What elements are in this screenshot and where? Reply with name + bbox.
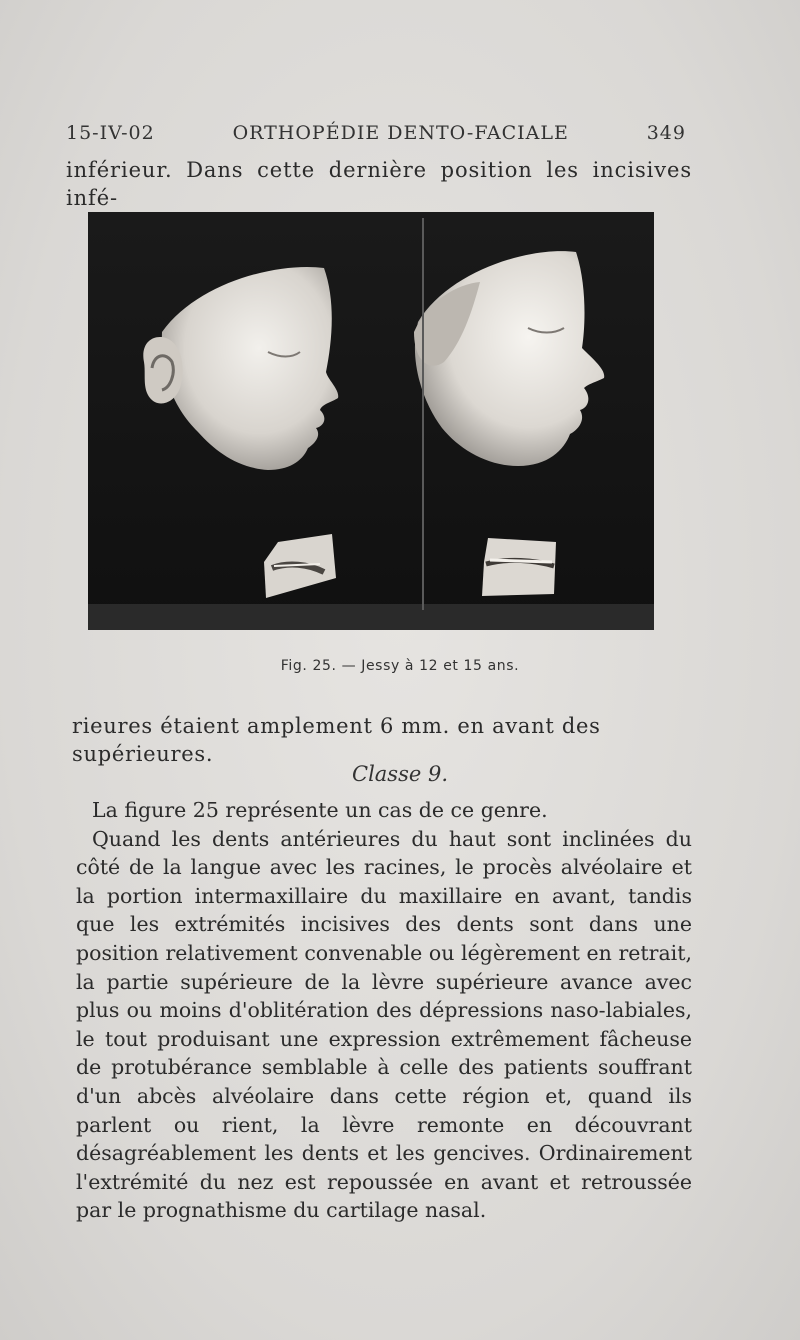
figure-photograph — [88, 212, 654, 630]
plaster-casts-photo — [88, 212, 654, 630]
figure-caption: Fig. 25. — Jessy à 12 et 15 ans. — [280, 658, 520, 674]
text-after-figure: rieures étaient amplement 6 mm. en avant des supérieures. — [72, 714, 601, 766]
date-code: 15-IV-02 — [66, 122, 155, 144]
running-header — [66, 122, 686, 144]
photo-divider — [422, 218, 424, 610]
paragraph-2: Quand les dents antérieures du haut sont inclinées du côté de la langue avec les racines, le procès alvéolaire et la portion intermaxillaire du maxillaire en avant, tandis que les extrémités incisives des dents sont dans une position relativement convenable ou légèrement en retrait, la partie supérieure de la lèvre supérieure avance avec plus ou moins d'oblitération des dépressions naso-labiales, le tout produisant une expression extrêmement fâcheuse de protubérance semblable à celle des patients souffrant d'un abcès alvéolaire dans cette région et, quand ils parlent ou rient, la lèvre remonte en découvrant désagréablement les dents et les gencives. Ordinairement l'extrémité du nez est repoussée en avant et retroussée par le prognathisme du cartilage nasal. — [76, 826, 692, 1223]
section-title: Classe 9. — [352, 762, 448, 786]
right-dental-model — [482, 538, 556, 596]
page-number: 349 — [646, 122, 686, 144]
running-title: ORTHOPÉDIE DENTO-FACIALE — [232, 122, 569, 144]
text-before-figure: inférieur. Dans cette dernière position les incisives infé- — [66, 158, 692, 210]
body-text — [76, 796, 692, 1225]
paragraph-1: La figure 25 représente un cas de ce genre. — [92, 798, 548, 822]
